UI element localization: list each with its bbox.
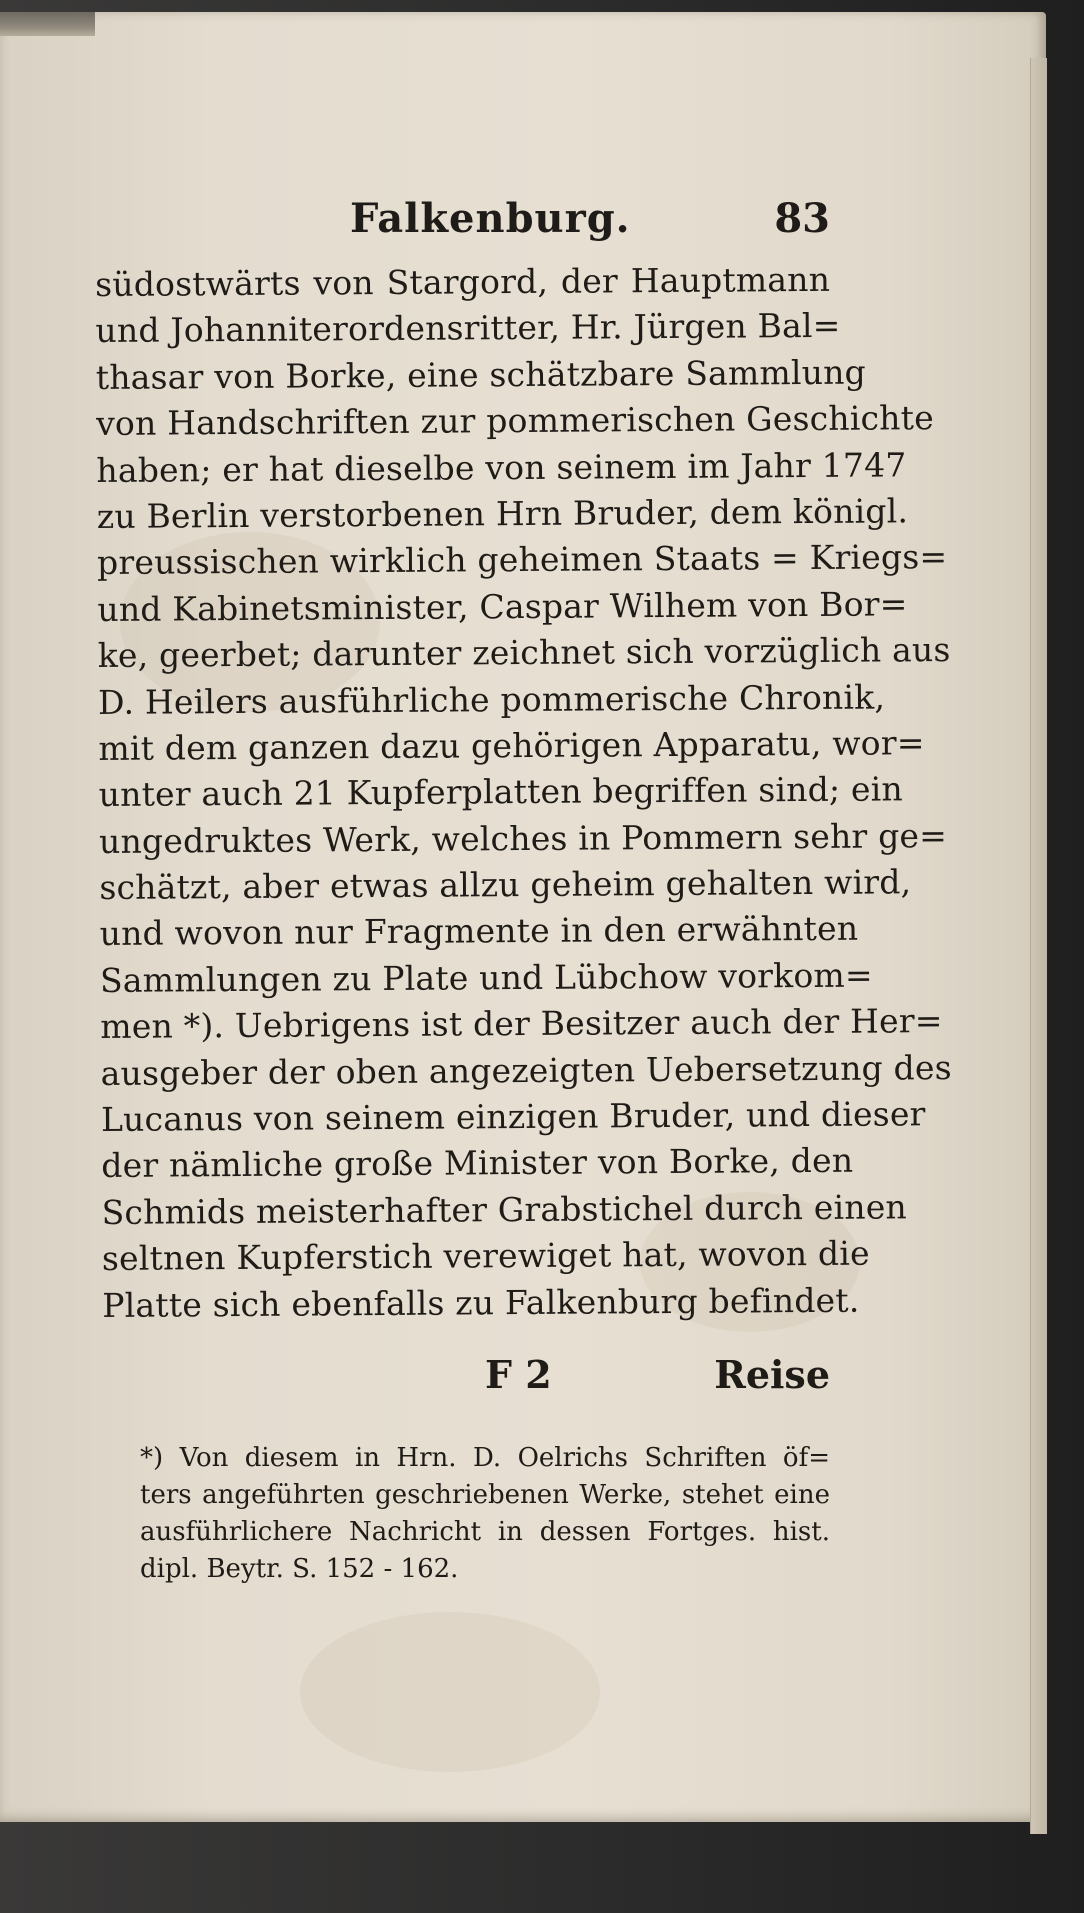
text-line: der nämliche große Minister von Borke, den xyxy=(101,1141,854,1186)
text-line: mit dem ganzen dazu gehörigen Apparatu, wor= xyxy=(98,723,925,768)
book-binding-edge xyxy=(0,12,95,36)
page-fore-edge xyxy=(1030,58,1047,1834)
text-line: thasar von Borke, eine schätzbare Sammlung xyxy=(95,352,867,397)
footnote-line: ters angeführten geschriebenen Werke, stehet eine xyxy=(140,1480,830,1510)
footnote-line: ausführlichere Nachricht in dessen Fortges. hist. xyxy=(140,1517,830,1547)
text-line: unter auch 21 Kupferplatten begriffen sind; ein xyxy=(98,769,904,815)
running-title: Falkenburg. xyxy=(350,195,631,242)
text-line: Lucanus von seinem einzigen Bruder, und dieser xyxy=(100,1094,926,1140)
text-line: und wovon nur Fragmente in den erwähnten xyxy=(99,909,859,954)
page-number: 83 xyxy=(774,195,830,242)
text-line: südostwärts von Stargord, der Hauptmann xyxy=(95,259,831,304)
text-line: preussischen wirklich geheimen Staats = Kriegs= xyxy=(96,537,948,583)
text-line: men *). Uebrigens ist der Besitzer auch der Her= xyxy=(100,1001,943,1047)
paper-stain xyxy=(300,1612,600,1772)
catchword: Reise xyxy=(714,1352,830,1397)
text-line: ungedruktes Werk, welches in Pommern sehr ge= xyxy=(98,815,948,861)
text-line: von Handschriften zur pommerischen Geschichte xyxy=(95,398,935,444)
text-line: Schmids meisterhafter Grabstichel durch einen xyxy=(101,1187,908,1232)
text-line: zu Berlin verstorbenen Hrn Bruder, dem königl. xyxy=(96,491,909,536)
main-text-block xyxy=(95,257,952,1329)
text-line: und Johanniterordensritter, Hr. Jürgen Bal= xyxy=(95,306,841,351)
text-line: seltnen Kupferstich verewiget hat, wovon die xyxy=(101,1233,870,1279)
text-line: ke, geerbet; darunter zeichnet sich vorzüglich aus xyxy=(97,630,951,676)
text-line: schätzt, aber etwas allzu geheim gehalten wird, xyxy=(99,862,912,908)
text-line: haben; er hat dieselbe von seinem im Jahr 1747 xyxy=(96,444,907,490)
page-footer xyxy=(95,1352,830,1402)
page-header xyxy=(100,195,830,245)
footnote xyxy=(140,1440,830,1588)
footnote-line: *) Von diesem in Hrn. D. Oelrichs Schriften öf= xyxy=(140,1443,830,1473)
text-line: Platte sich ebenfalls zu Falkenburg befindet. xyxy=(102,1280,860,1325)
text-line: ausgeber der oben angezeigten Uebersetzung des xyxy=(100,1047,952,1093)
text-line: D. Heilers ausführliche pommerische Chronik, xyxy=(97,677,886,722)
text-line: Sammlungen zu Plate und Lübchow vorkom= xyxy=(99,955,873,1000)
text-line: und Kabinetsminister, Caspar Wilhem von Bor= xyxy=(97,584,908,629)
footnote-line: dipl. Beytr. S. 152 - 162. xyxy=(140,1554,459,1584)
signature-mark: F 2 xyxy=(485,1352,552,1397)
